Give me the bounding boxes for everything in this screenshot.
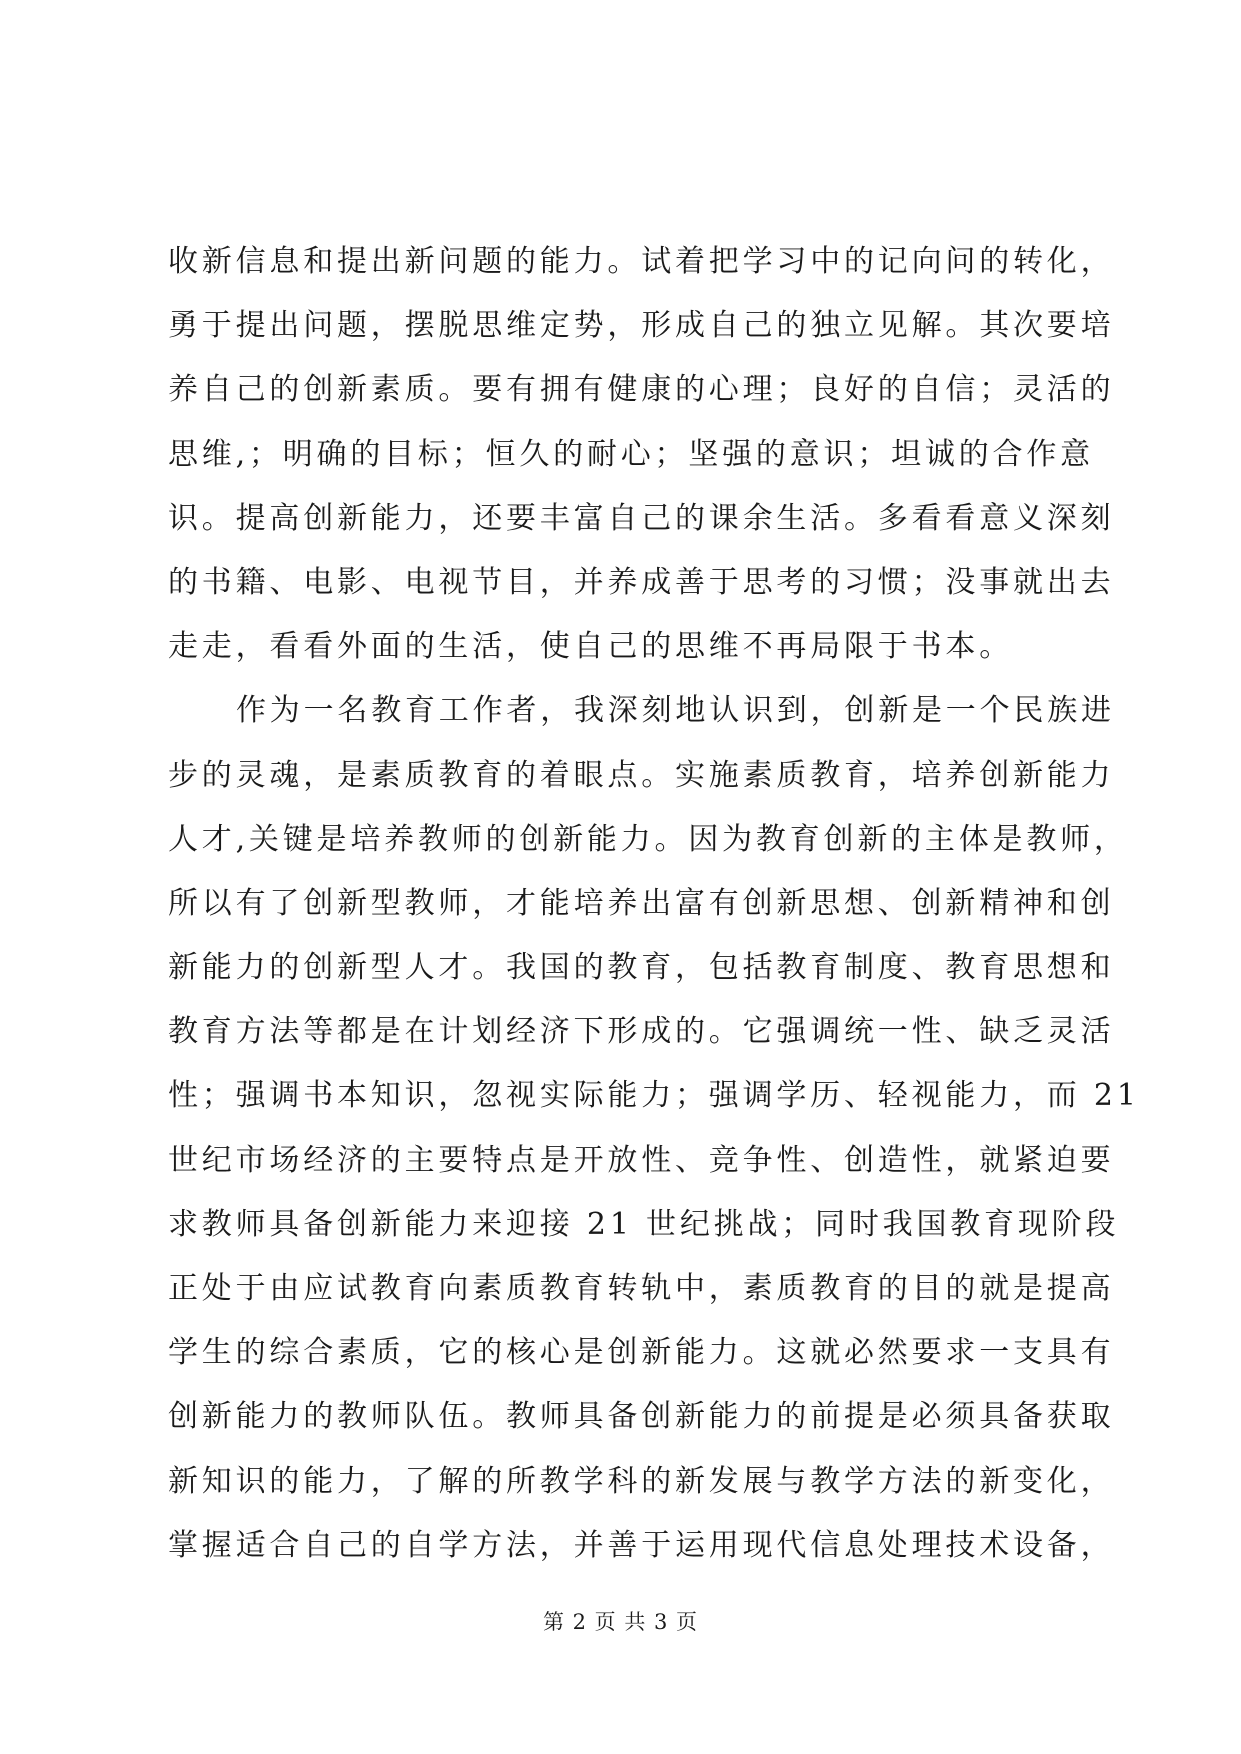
text-line: 新能力的创新型人才。我国的教育，包括教育制度、教育思想和 [168,950,1115,986]
text-line: 新知识的能力，了解的所教学科的新发展与教学方法的新变化， [168,1463,1115,1499]
text-line: 走走，看看外面的生活，使自己的思维不再局限于书本。 [168,629,1013,665]
text-line: 人才,关键是培养教师的创新能力。因为教育创新的主体是教师， [168,821,1128,857]
text-line: 性；强调书本知识，忽视实际能力；强调学历、轻视能力，而 21 [168,1078,1140,1114]
text-line: 养自己的创新素质。要有拥有健康的心理；良好的自信；灵活的 [168,372,1115,408]
body-text [168,230,1140,1578]
text-line: 学生的综合素质，它的核心是创新能力。这就必然要求一支具有 [168,1335,1115,1371]
text-line: 求教师具备创新能力来迎接 21 世纪挑战；同时我国教育现阶段 [168,1206,1120,1242]
text-line: 思维,；明确的目标；恒久的耐心；坚强的意识；坦诚的合作意 [168,436,1094,472]
text-line: 教育方法等都是在计划经济下形成的。它强调统一性、缺乏灵活 [168,1014,1115,1050]
text-line: 的书籍、电影、电视节目，并养成善于思考的习惯；没事就出去 [168,564,1115,600]
paragraph-start-line: 作为一名教育工作者，我深刻地认识到，创新是一个民族进 [236,693,1115,729]
text-line: 创新能力的教师队伍。教师具备创新能力的前提是必须具备获取 [168,1399,1115,1435]
text-line: 掌握适合自己的自学方法，并善于运用现代信息处理技术设备， [168,1527,1115,1563]
text-line: 收新信息和提出新问题的能力。试着把学习中的记向问的转化， [168,244,1115,279]
page-footer: 第 2 页 共 3 页 [542,1610,699,1634]
text-line: 所以有了创新型教师，才能培养出富有创新思想、创新精神和创 [168,885,1115,921]
text-line: 正处于由应试教育向素质教育转轨中，素质教育的目的就是提高 [168,1271,1115,1306]
text-line: 识。提高创新能力，还要丰富自己的课余生活。多看看意义深刻 [168,500,1115,536]
text-line: 勇于提出问题，摆脱思维定势，形成自己的独立见解。其次要培 [168,308,1115,344]
text-line: 世纪市场经济的主要特点是开放性、竞争性、创造性，就紧迫要 [168,1142,1115,1178]
text-line: 步的灵魂，是素质教育的着眼点。实施素质教育，培养创新能力 [168,757,1115,793]
